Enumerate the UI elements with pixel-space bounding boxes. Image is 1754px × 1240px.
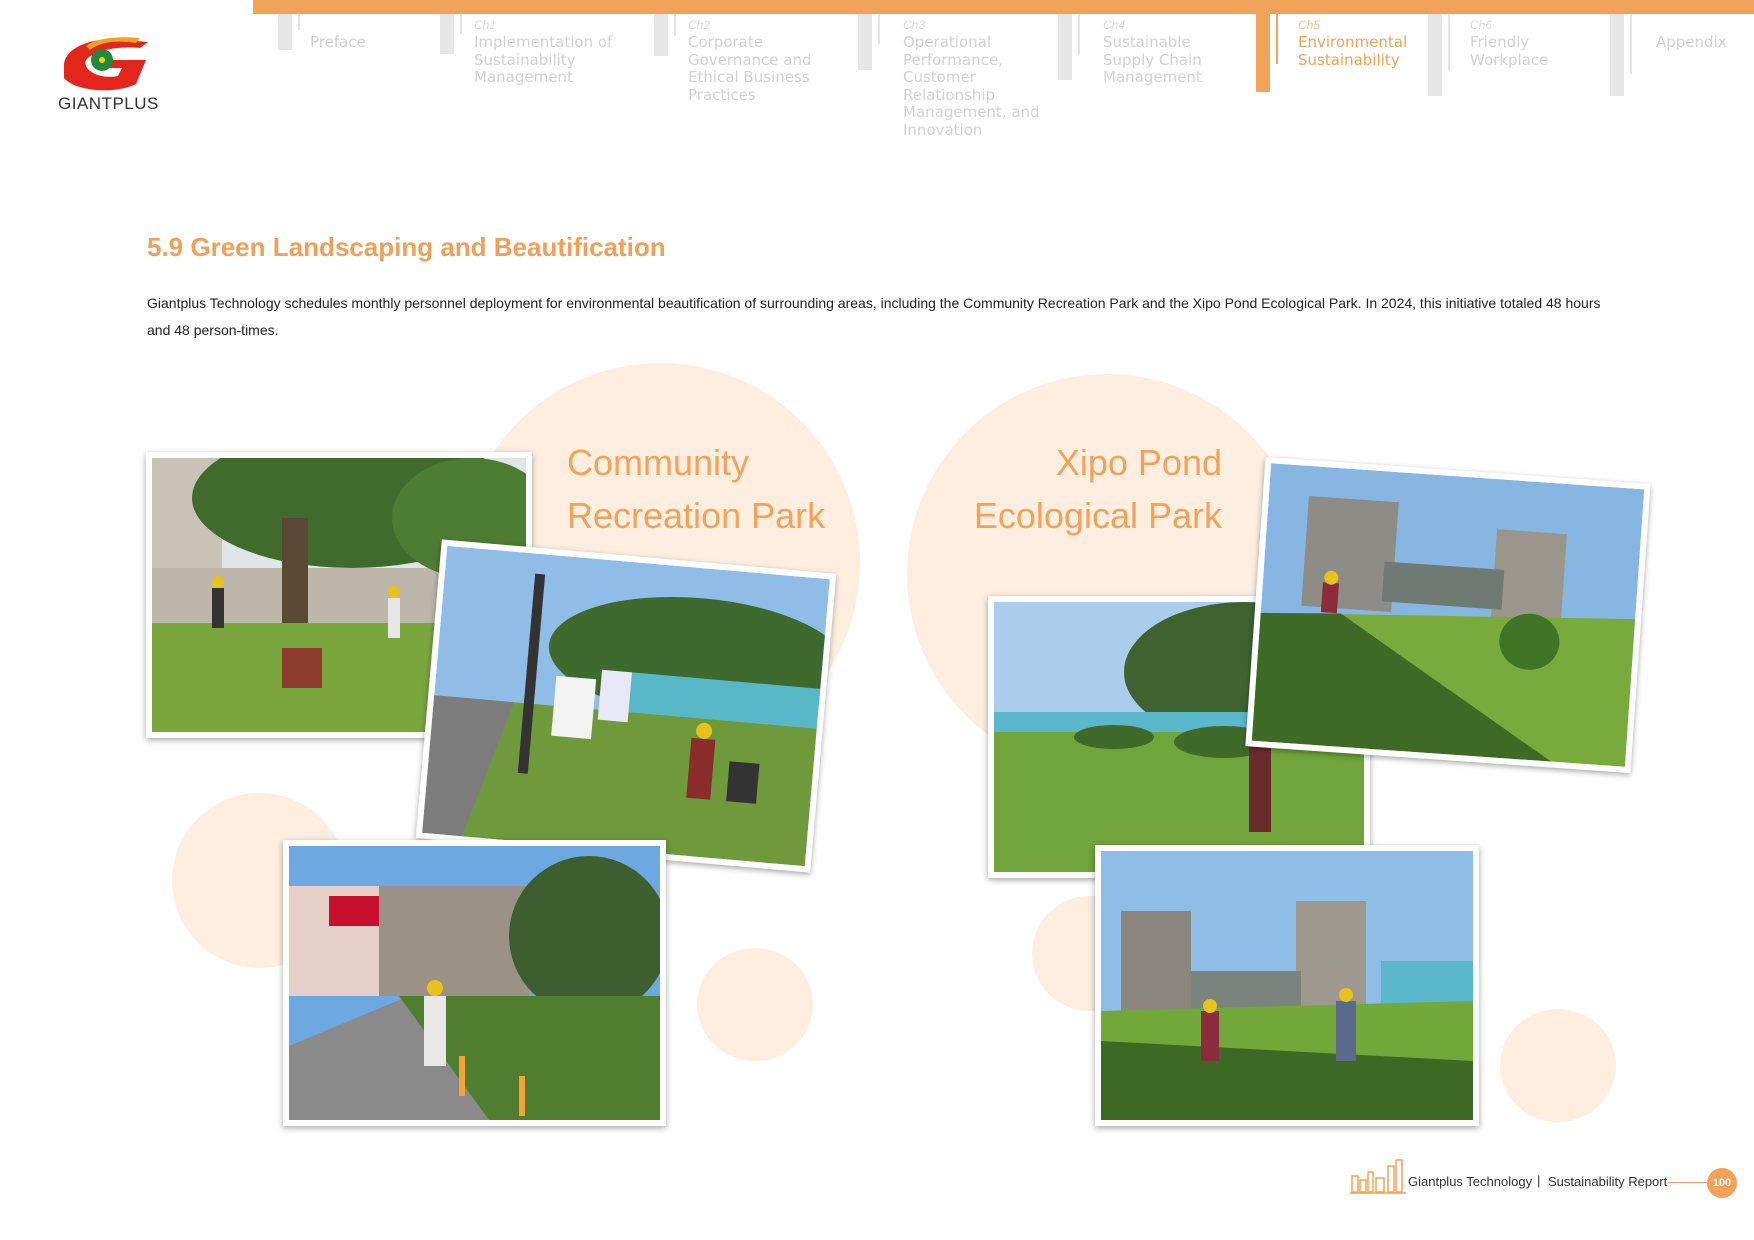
- nav-chapter: Ch3: [903, 18, 926, 32]
- park-title-line: Ecological Park: [973, 495, 1222, 536]
- park-title-line: Xipo Pond: [1055, 442, 1222, 483]
- giantplus-logo-icon: [56, 34, 156, 94]
- nav-item-ch3[interactable]: [848, 12, 1048, 142]
- photo-xipo-hedge: [1245, 457, 1650, 773]
- nav-label: Preface: [310, 33, 366, 51]
- page-footer: [1350, 1158, 1740, 1198]
- photo-community-sidewalk: [416, 539, 837, 872]
- nav-chapter: Ch4: [1103, 18, 1126, 32]
- nav-item-ch6[interactable]: [1418, 12, 1578, 142]
- nav-label: Corporate Governance and Ethical Business Practices: [688, 33, 812, 104]
- nav-item-ch2[interactable]: [644, 12, 844, 142]
- building-icon: [1048, 14, 1084, 84]
- page-number: 100: [1707, 1168, 1737, 1198]
- nav-item-preface[interactable]: [268, 12, 408, 142]
- nav-chapter: Ch2: [688, 18, 711, 32]
- city-skyline-icon: [1350, 1158, 1406, 1194]
- nav-item-ch4[interactable]: [1048, 12, 1228, 142]
- nav-item-ch5[interactable]: [1246, 12, 1416, 142]
- nav-chapter: Ch6: [1470, 18, 1493, 32]
- nav-label: Environmental Sustainability: [1298, 33, 1408, 69]
- footer-report-title: Sustainability Report: [1548, 1174, 1668, 1189]
- building-icon: [268, 14, 304, 54]
- nav-label: Friendly Workplace: [1470, 33, 1549, 69]
- nav-chapter: Ch1: [474, 18, 497, 32]
- building-icon: [1600, 14, 1636, 99]
- section-title: 5.9 Green Landscaping and Beautification: [147, 232, 666, 262]
- decor-circle: [697, 948, 813, 1061]
- nav-chapter: Ch5: [1298, 18, 1321, 32]
- park-title-community: [567, 436, 825, 542]
- park-title-line: Recreation Park: [567, 495, 826, 536]
- building-icon: [430, 14, 466, 59]
- building-icon: [1246, 14, 1282, 94]
- photo-community-roadside: [283, 840, 666, 1126]
- footer-company: Giantplus Technology: [1408, 1174, 1533, 1189]
- building-icon: [848, 14, 884, 74]
- photo-xipo-lawn: [1095, 845, 1479, 1126]
- nav-label: Appendix: [1656, 33, 1727, 51]
- chapter-nav: [268, 12, 1748, 142]
- footer-separator: |: [1537, 1173, 1541, 1188]
- footer-divider: [1668, 1182, 1708, 1183]
- logo-text: GIANTPLUS: [58, 94, 159, 113]
- section-body: Giantplus Technology schedules monthly personnel deployment for environmental beautification of surrounding areas, including the Community Recreation Park and the Xipo Pond Ecological Park. In 2024, this initiative totaled 48 hours and 48 person-times.: [147, 295, 1601, 338]
- nav-label: Operational Performance, Customer Relationship Management, and Innovation: [903, 33, 1040, 139]
- park-title-line: Community: [567, 442, 750, 483]
- nav-item-appendix[interactable]: [1600, 12, 1750, 142]
- building-icon: [1418, 14, 1454, 99]
- company-logo[interactable]: [56, 34, 159, 124]
- decor-circle: [1500, 1009, 1616, 1122]
- nav-item-ch1[interactable]: [430, 12, 630, 142]
- nav-label: Implementation of Sustainability Management: [474, 33, 613, 86]
- nav-label: Sustainable Supply Chain Management: [1103, 33, 1202, 86]
- building-icon: [644, 14, 680, 59]
- park-title-xipo: [960, 436, 1222, 542]
